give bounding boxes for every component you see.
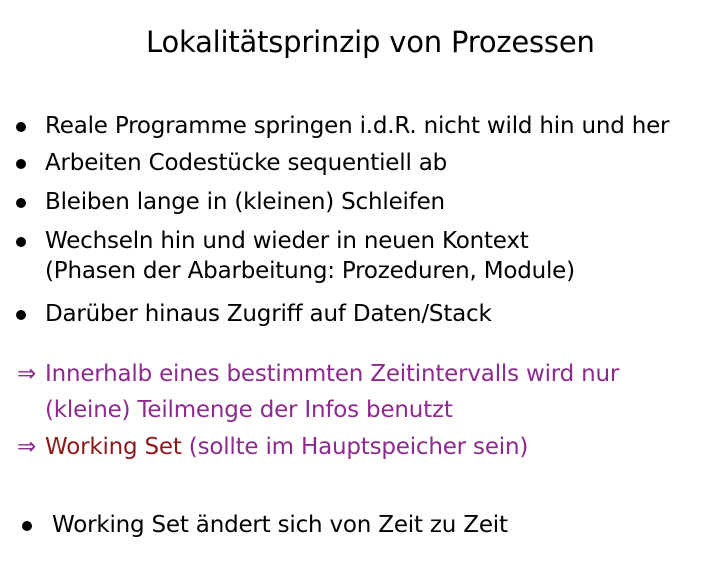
bullet-dot-icon (22, 521, 32, 531)
implication-text-rest: (sollte im Hauptspeicher sein) (181, 434, 529, 460)
bullet-dot-icon (16, 159, 26, 169)
bullet-dot-icon (16, 198, 26, 208)
bullet-dot-icon (16, 122, 26, 132)
bullet-text: Darüber hinaus Zugriff auf Daten/Stack (45, 301, 492, 327)
bullet-text: Working Set ändert sich von Zeit zu Zeit (52, 512, 508, 538)
implication-text-line: (kleine) Teilmenge der Infos benutzt (45, 397, 453, 423)
bullet-dot-icon (16, 310, 26, 320)
bullet-text-line: Wechseln hin und wieder in neuen Kontext (45, 228, 529, 254)
bullet-text: Bleiben lange in (kleinen) Schleifen (45, 189, 445, 215)
implies-arrow-icon: ⇒ (17, 434, 37, 460)
implies-arrow-icon: ⇒ (17, 361, 37, 387)
bullet-text-line: (Phasen der Abarbeitung: Prozeduren, Module) (45, 258, 575, 284)
bullet-text (45, 226, 575, 286)
working-set-highlight: Working Set (45, 434, 182, 460)
bullet-text: Reale Programme springen i.d.R. nicht wild hin und her (45, 113, 670, 139)
implication-text-line: Innerhalb eines bestimmten Zeitintervalls wird nur (45, 361, 620, 387)
bullet-text: Arbeiten Codestücke sequentiell ab (45, 150, 448, 176)
bullet-dot-icon (16, 237, 26, 247)
slide-title: Lokalitätsprinzip von Prozessen (146, 25, 595, 59)
implication-text (45, 430, 528, 464)
